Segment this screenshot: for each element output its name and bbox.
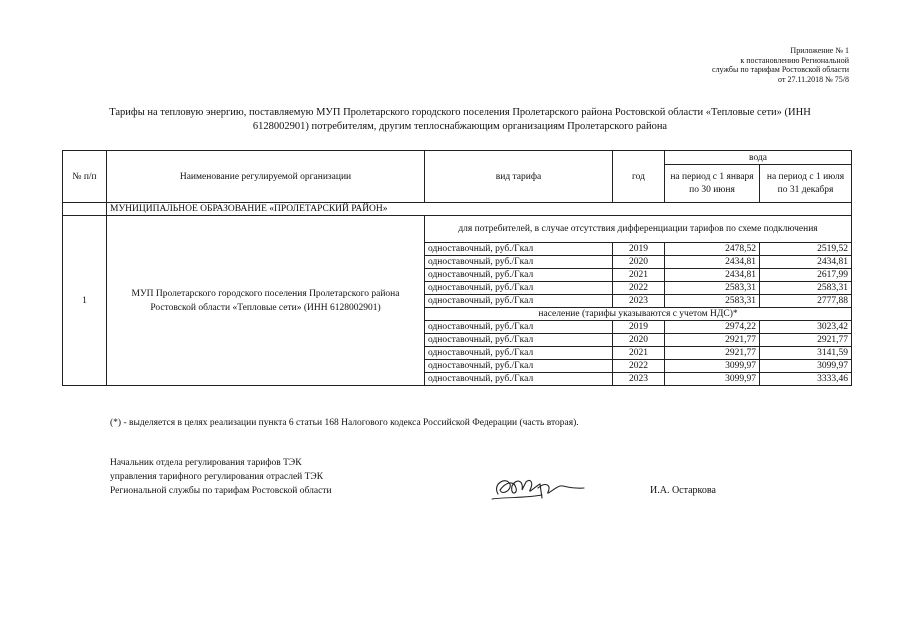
period-1-value: 2583,31 xyxy=(665,295,760,308)
header-year: год xyxy=(613,151,665,203)
appendix-line: от 27.11.2018 № 75/8 xyxy=(778,74,849,84)
group-label: для потребителей, в случае отсутствия дифференциации тарифов по схеме подключения xyxy=(425,216,852,243)
period-1-value: 2478,52 xyxy=(665,243,760,256)
year-cell: 2022 xyxy=(613,282,665,295)
tariff-type-cell: одноставочный, руб./Гкал xyxy=(425,360,613,373)
tariff-type-cell: одноставочный, руб./Гкал xyxy=(425,334,613,347)
tariff-type-cell: одноставочный, руб./Гкал xyxy=(425,321,613,334)
appendix-line: службы по тарифам Ростовской области xyxy=(712,65,849,74)
period-1-value: 2921,77 xyxy=(665,347,760,360)
header-tariff-type: вид тарифа xyxy=(425,151,613,203)
signer-name: И.А. Остаркова xyxy=(650,485,716,496)
tariff-type-cell: одноставочный, руб./Гкал xyxy=(425,282,613,295)
chief-line: управления тарифного регулирования отраслей ТЭК xyxy=(110,472,324,482)
header-period-2 xyxy=(760,165,852,203)
tariff-type-cell: одноставочный, руб./Гкал xyxy=(425,269,613,282)
period-2-value: 3141,59 xyxy=(760,347,852,360)
period-2-value: 3099,97 xyxy=(760,360,852,373)
organization-name: МУП Пролетарского городского поселения Пролетарского района Ростовской области «Тепловые сети» (ИНН 6128002901) xyxy=(107,216,425,386)
document-title xyxy=(70,106,850,133)
period-2-value: 3023,42 xyxy=(760,321,852,334)
period-2-value: 3333,46 xyxy=(760,373,852,386)
header-period-2-line1: на период с 1 июля xyxy=(766,171,845,182)
period-1-value: 3099,97 xyxy=(665,373,760,386)
period-1-value: 3099,97 xyxy=(665,360,760,373)
chief-line: Начальник отдела регулирования тарифов ТЭК xyxy=(110,458,302,468)
chief-line: Региональной службы по тарифам Ростовской области xyxy=(110,486,332,496)
period-1-value: 2583,31 xyxy=(665,282,760,295)
header-num: № п/п xyxy=(63,151,107,203)
year-cell: 2023 xyxy=(613,373,665,386)
row-number: 1 xyxy=(63,216,107,386)
period-2-value: 2434,81 xyxy=(760,256,852,269)
tariff-type-cell: одноставочный, руб./Гкал xyxy=(425,256,613,269)
signature-icon xyxy=(488,472,586,511)
period-1-value: 2974,22 xyxy=(665,321,760,334)
group-label: население (тарифы указываются с учетом НДС)* xyxy=(425,308,852,321)
section-empty-cell xyxy=(63,203,107,216)
year-cell: 2023 xyxy=(613,295,665,308)
header-period-2-line2: по 31 декабря xyxy=(777,184,834,195)
header-period-1-line1: на период с 1 января xyxy=(670,171,754,182)
tariffs-table xyxy=(62,150,852,386)
period-2-value: 2583,31 xyxy=(760,282,852,295)
header-period-1 xyxy=(665,165,760,203)
appendix-line: Приложение № 1 xyxy=(790,46,849,55)
year-cell: 2022 xyxy=(613,360,665,373)
header-water: вода xyxy=(665,151,852,165)
period-1-value: 2434,81 xyxy=(665,269,760,282)
year-cell: 2019 xyxy=(613,321,665,334)
group-row xyxy=(63,216,852,243)
appendix-header xyxy=(712,46,849,84)
title-line: Тарифы на тепловую энергию, поставляемую МУП Пролетарского городского поселения Пролетарского района Ростовской области «Тепловые сети» (ИНН xyxy=(109,107,811,118)
tariff-type-cell: одноставочный, руб./Гкал xyxy=(425,347,613,360)
period-1-value: 2434,81 xyxy=(665,256,760,269)
year-cell: 2021 xyxy=(613,269,665,282)
header-period-1-line2: по 30 июня xyxy=(689,184,735,195)
title-line: 6128002901) потребителям, другим теплоснабжающим организациям Пролетарского района xyxy=(252,120,668,132)
period-2-value: 2921,77 xyxy=(760,334,852,347)
period-2-value: 2777,88 xyxy=(760,295,852,308)
chief-block xyxy=(110,456,332,498)
tariff-type-cell: одноставочный, руб./Гкал xyxy=(425,373,613,386)
year-cell: 2019 xyxy=(613,243,665,256)
appendix-line: к постановлению Региональной xyxy=(740,55,849,65)
year-cell: 2020 xyxy=(613,256,665,269)
header-org: Наименование регулируемой организации xyxy=(107,151,425,203)
footnote: (*) - выделяется в целях реализации пункта 6 статьи 168 Налогового кодекса Российской Федерации (часть вторая). xyxy=(110,418,579,428)
year-cell: 2021 xyxy=(613,347,665,360)
period-2-value: 2519,52 xyxy=(760,243,852,256)
period-2-value: 2617,99 xyxy=(760,269,852,282)
tariff-type-cell: одноставочный, руб./Гкал xyxy=(425,243,613,256)
year-cell: 2020 xyxy=(613,334,665,347)
section-title: МУНИЦИПАЛЬНОЕ ОБРАЗОВАНИЕ «ПРОЛЕТАРСКИЙ РАЙОН» xyxy=(107,203,852,216)
tariff-type-cell: одноставочный, руб./Гкал xyxy=(425,295,613,308)
period-1-value: 2921,77 xyxy=(665,334,760,347)
